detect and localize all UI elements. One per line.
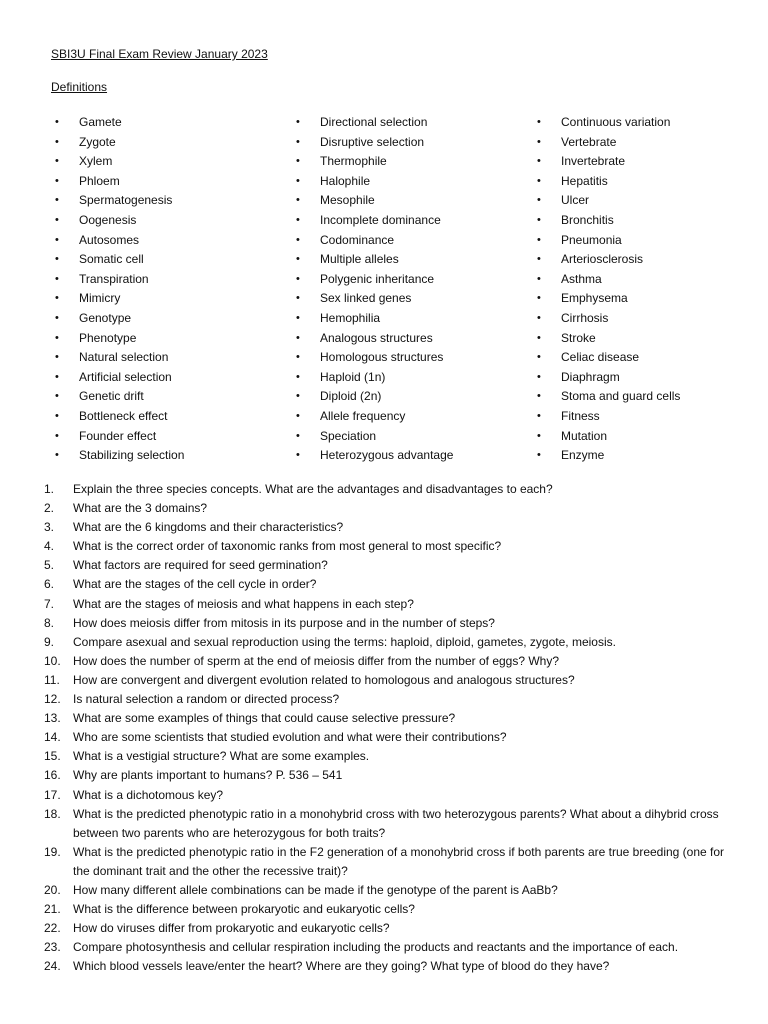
question-text: How do viruses differ from prokaryotic and eukaryotic cells? [73,921,390,936]
bullet-icon: • [296,174,300,187]
question-number: 22. [44,921,61,936]
definition-term: Allele frequency [320,408,406,423]
question-text: What are the stages of the cell cycle in order? [73,577,317,592]
question-number: 17. [44,787,61,802]
question-item [0,671,768,690]
definition-term: Fitness [561,408,600,423]
definition-term: Halophile [320,173,371,188]
bullet-icon: • [55,429,59,442]
question-number: 9. [44,634,55,649]
question-text: Compare asexual and sexual reproduction using the terms: haploid, diploid, gametes, zygote, meiosis. [73,634,616,649]
bullet-icon: • [537,116,541,128]
question-text: What is the predicted phenotypic ratio in a monohybrid cross with two heterozygous parents? What about a dihybrid cross between two parents who are heterozygous for both traits? [73,806,719,840]
bullet-icon: • [55,390,59,403]
definition-term: Multiple alleles [320,252,399,267]
question-text: What are the 3 domains? [73,501,208,516]
bullet-icon: • [537,331,541,344]
question-item [0,786,768,805]
bullet-icon: • [296,155,300,168]
definition-term: Bottleneck effect [79,408,168,423]
bullet-icon: • [537,449,541,462]
definition-term: Stoma and guard cells [561,389,681,404]
definition-term: Gamete [79,115,122,129]
bullet-icon: • [296,116,300,128]
question-text: Compare photosynthesis and cellular respiration including the products and reactants and the importance of each. [73,940,679,955]
question-item [0,843,768,881]
bullet-icon: • [55,351,59,364]
definition-term: Pneumonia [561,232,622,247]
bullet-icon: • [55,155,59,168]
question-number: 23. [44,940,61,955]
question-text: What are some examples of things that could cause selective pressure? [73,711,456,726]
question-item [0,690,768,709]
definition-term: Cirrhosis [561,310,609,325]
question-number: 14. [44,730,61,745]
question-text: What are the stages of meiosis and what happens in each step? [73,596,414,611]
bullet-icon: • [296,194,300,207]
bullet-icon: • [537,135,541,148]
question-number: 24. [44,959,61,974]
question-number: 6. [44,577,55,592]
question-item [0,728,768,747]
definition-term: Bronchitis [561,212,614,227]
bullet-icon: • [55,292,59,305]
bullet-icon: • [296,351,300,364]
question-number: 21. [44,902,61,917]
definition-term: Artificial selection [79,369,172,384]
definition-term: Emphysema [561,291,628,306]
bullet-icon: • [537,409,541,422]
question-text: What is the predicted phenotypic ratio in the F2 generation of a monohybrid cross if both parents are true breeding (one for the dominant trait and the other the recessive trait)? [73,844,725,878]
definition-term: Directional selection [320,115,428,129]
question-number: 7. [44,596,55,611]
definition-term: Celiac disease [561,350,640,365]
question-number: 11. [44,672,60,687]
definition-term: Vertebrate [561,134,617,149]
bullet-icon: • [55,331,59,344]
definition-term: Hemophilia [320,310,381,325]
definition-term: Autosomes [79,232,140,247]
question-number: 13. [44,711,61,726]
definition-term: Ulcer [561,193,590,208]
definition-term: Thermophile [320,154,387,169]
definition-term: Homologous structures [320,350,444,365]
bullet-icon: • [296,135,300,148]
definition-term: Diaphragm [561,369,620,384]
question-text: What is the difference between prokaryotic and eukaryotic cells? [73,902,415,917]
document-title: SBI3U Final Exam Review January 2023 [51,47,268,61]
bullet-icon: • [537,351,541,364]
definition-term: Codominance [320,232,395,247]
definition-term: Mimicry [79,291,121,306]
bullet-icon: • [55,370,59,383]
definition-term: Somatic cell [79,252,144,267]
question-item [0,805,768,843]
bullet-icon: • [296,331,300,344]
bullet-icon: • [537,370,541,383]
bullet-icon: • [296,292,300,305]
question-item [0,881,768,900]
definition-term: Enzyme [561,448,605,463]
bullet-icon: • [537,311,541,324]
definition-term: Spermatogenesis [79,193,173,208]
bullet-icon: • [55,194,59,207]
definition-term: Stroke [561,330,596,345]
question-text: How does meiosis differ from mitosis in its purpose and in the number of steps? [73,615,495,630]
question-item [0,633,768,652]
bullet-icon: • [296,253,300,266]
definition-term: Disruptive selection [320,134,425,149]
question-text: Which blood vessels leave/enter the heart? Where are they going? What type of blood do they have? [73,959,610,974]
question-text: What is a vestigial structure? What are some examples. [73,749,370,764]
bullet-icon: • [537,292,541,305]
question-item [0,938,768,957]
definition-term: Polygenic inheritance [320,271,435,286]
question-number: 5. [44,558,55,573]
definition-term: Oogenesis [79,212,137,227]
question-number: 12. [44,692,61,707]
question-item [0,499,768,518]
definition-term: Phloem [79,173,120,188]
bullet-icon: • [537,174,541,187]
question-text: Who are some scientists that studied evolution and what were their contributions? [73,730,507,745]
definition-term: Zygote [79,134,116,149]
definition-term: Hepatitis [561,173,608,188]
question-text: What is a dichotomous key? [73,787,224,802]
definition-term: Mesophile [320,193,375,208]
bullet-icon: • [537,233,541,246]
question-item [0,652,768,671]
question-number: 19. [44,844,61,859]
definition-term: Speciation [320,428,377,443]
definition-term: Analogous structures [320,330,433,345]
question-text: Why are plants important to humans? P. 536 – 541 [73,768,343,783]
bullet-icon: • [296,311,300,324]
definition-term: Transpiration [79,271,149,286]
bullet-icon: • [537,155,541,168]
bullet-icon: • [296,272,300,285]
bullet-icon: • [537,429,541,442]
definition-term: Sex linked genes [320,291,412,306]
definition-term: Continuous variation [561,115,671,129]
bullet-icon: • [537,390,541,403]
question-item [0,900,768,919]
question-text: Is natural selection a random or directed process? [73,692,340,707]
bullet-icon: • [55,449,59,462]
definition-term: Stabilizing selection [79,448,185,463]
definitions-heading: Definitions [51,80,108,94]
question-text: What factors are required for seed germination? [73,558,328,573]
definition-term: Invertebrate [561,154,626,169]
questions-list [0,480,768,976]
question-number: 15. [44,749,61,764]
question-item [0,919,768,938]
bullet-icon: • [55,116,59,128]
question-item [0,575,768,594]
question-item [0,480,768,499]
question-number: 16. [44,768,61,783]
question-text: What are the 6 kingdoms and their characteristics? [73,520,344,535]
bullet-icon: • [296,233,300,246]
definition-term: Incomplete dominance [320,212,441,227]
bullet-icon: • [537,272,541,285]
bullet-icon: • [55,272,59,285]
question-item [0,537,768,556]
question-item [0,614,768,633]
definition-term: Genetic drift [79,389,144,404]
question-text: What is the correct order of taxonomic ranks from most general to most specific? [73,539,502,554]
definition-term: Natural selection [79,350,169,365]
bullet-icon: • [296,429,300,442]
question-item [0,766,768,785]
bullet-icon: • [296,449,300,462]
bullet-icon: • [296,370,300,383]
bullet-icon: • [55,409,59,422]
definition-term: Phenotype [79,330,137,345]
definition-term: Founder effect [79,428,157,443]
question-item [0,747,768,766]
bullet-icon: • [537,194,541,207]
question-item [0,957,768,976]
bullet-icon: • [296,213,300,226]
definition-term: Arteriosclerosis [561,252,644,267]
question-number: 8. [44,615,55,630]
question-text: How does the number of sperm at the end of meiosis differ from the number of eggs? Why? [73,653,560,668]
definition-term: Mutation [561,428,608,443]
definition-term: Diploid (2n) [320,389,382,404]
definition-term: Asthma [561,271,602,286]
question-item [0,556,768,575]
question-text: How many different allele combinations can be made if the genotype of the parent is AaBb? [73,882,558,897]
question-item [0,709,768,728]
definition-term: Xylem [79,154,113,169]
bullet-icon: • [55,174,59,187]
question-item [0,595,768,614]
bullet-icon: • [55,253,59,266]
question-number: 4. [44,539,55,554]
bullet-icon: • [55,213,59,226]
question-text: How are convergent and divergent evolution related to homologous and analogous structures? [73,672,575,687]
bullet-icon: • [55,233,59,246]
bullet-icon: • [55,311,59,324]
definition-term: Haploid (1n) [320,369,386,384]
question-item [0,518,768,537]
bullet-icon: • [537,253,541,266]
bullet-icon: • [537,213,541,226]
bullet-icon: • [55,135,59,148]
question-number: 18. [44,806,61,821]
definition-term: Genotype [79,310,132,325]
definition-term: Heterozygous advantage [320,448,454,463]
question-number: 2. [44,501,55,516]
bullet-icon: • [296,409,300,422]
question-number: 20. [44,882,61,897]
bullet-icon: • [296,390,300,403]
question-number: 1. [44,482,55,496]
question-number: 10. [44,653,61,668]
question-text: Explain the three species concepts. What are the advantages and disadvantages to each? [73,482,553,496]
question-number: 3. [44,520,55,535]
